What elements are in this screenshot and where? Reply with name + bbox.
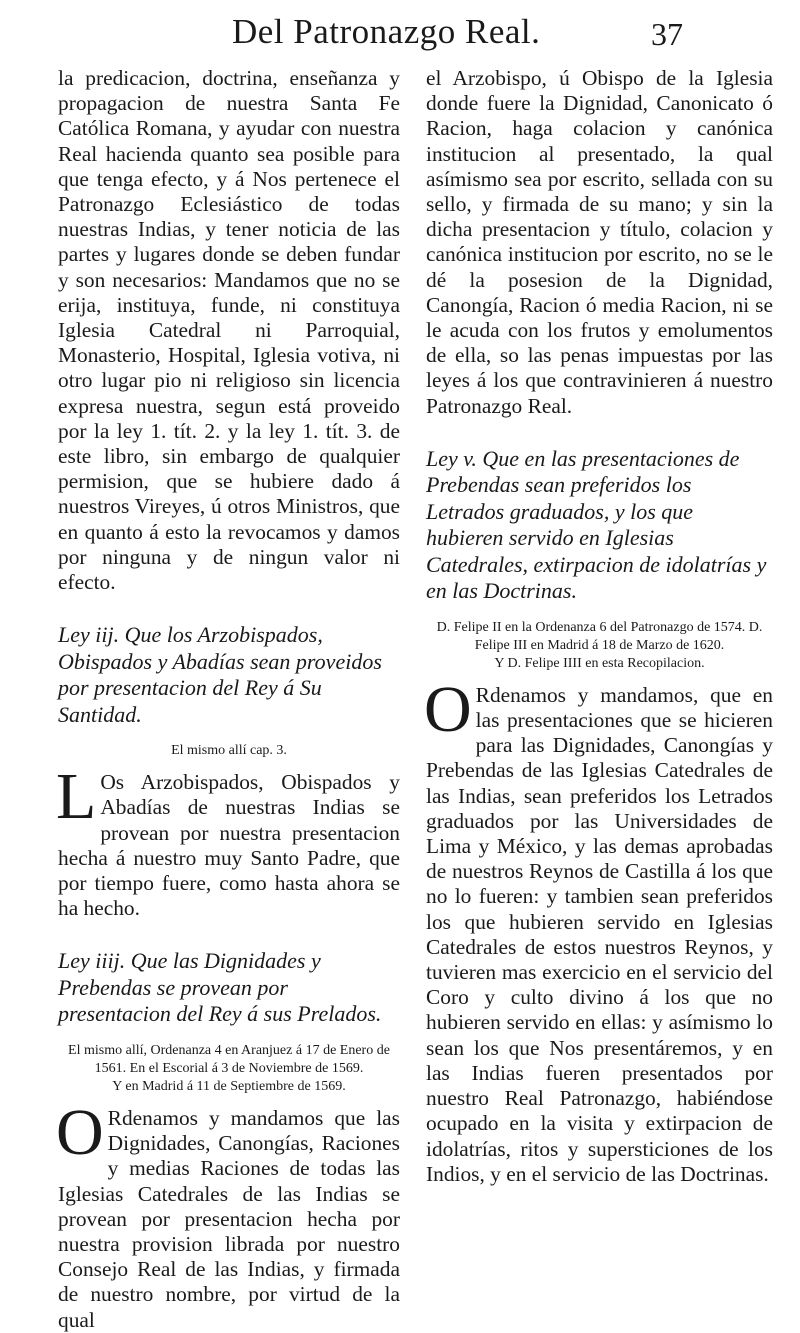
drop-cap: L	[56, 760, 97, 834]
left-column	[58, 66, 400, 1333]
drop-cap: O	[56, 1095, 104, 1169]
law-text-4	[56, 1095, 400, 1333]
page-header	[0, 12, 800, 56]
paragraph-continued: el Arzobispo, ú Obispo de la Iglesia donde fuere la Dignidad, Canonicato ó Racion, haga colacion y canónica institucion al presentado, la qual asímismo sea por escrito, sellada con su sello, y firmada de su mano; y sin la dicha presentacion y título, colacion y canónica institucion por escrito, no se le dé la posesion de la Dignidad, Canongía, Racion ó media Racion, ni se le acuda con los frutos y emolumentos de ella, so las penas impuestas por las leyes á los que contravinieren á nuestro Patronazgo Real.	[426, 66, 773, 418]
law-citation-5	[426, 619, 773, 673]
law-heading-3: Ley iij. Que los Arzobispados, Obispados y Abadías sean proveidos por presentacion del Rey á Su Santidad.	[58, 622, 382, 727]
page-number: 37	[651, 16, 683, 52]
citation-line: Y D. Felipe IIII en esta Recopilacion.	[494, 655, 705, 671]
drop-cap: O	[424, 672, 472, 746]
citation-line: Y en Madrid á 11 de Septiembre de 1569.	[112, 1078, 346, 1094]
running-title: Del Patronazgo Real.	[232, 12, 541, 51]
paragraph-continued: la predicacion, doctrina, enseñanza y propagacion de nuestra Santa Fe Católica Romana, y ayudar con nuestra Real hacienda quanto sea posible para que tenga efecto, y á Nos pertenece el Patronazgo Eclesiástico de todas nuestras Indias, y tener noticia de las partes y lugares donde se deben fundar y son necesarios: Mandamos que no se erija, instituya, funde, ni constituya Iglesia Catedral ni Parroquial, Monasterio, Hospital, Iglesia votiva, ni otro lugar pio ni religioso sin licencia expresa nuestra, segun está proveido por la ley 1. tít. 2. y la ley 1. tít. 3. de este libro, sin embargo de qualquier permision, que se hubiere dado á nuestros Vireyes, ú otros Ministros, que en quanto á esto la revocamos y damos por ninguna y de ningun valor ni efecto.	[58, 66, 400, 595]
citation-line: D. Felipe II en la Ordenanza 6 del Patronazgo de 1574. D. Felipe III en Madrid á 18 de Marzo de 1620.	[436, 619, 763, 653]
law-citation-4	[58, 1042, 400, 1096]
law-text-5	[424, 672, 773, 1187]
right-column	[426, 66, 773, 1187]
law-heading-5: Ley v. Que en las presentaciones de Prebendas sean preferidos los Letrados graduados, y los que hubieren servido en Iglesias Catedrales, extirpacion de idolatrías y en las Doctrinas.	[426, 445, 767, 604]
law-body: Rdenamos y mandamos, que en las presentaciones que se hicieren para las Dignidades, Canongías y Prebendas de las Iglesias Catedrales de las Indias, sean preferidos los Letrados graduados por las Universidades de Lima y México, y las demas aprobadas de nuestros Reynos de Castilla á los que no lo fueren: y tambien sean preferidos los que hubieren servido en Iglesias Catedrales de estos nuestros Reynos, y tuvieren mas exercicio en el servicio del Coro y culto divino á los que no hubieren servido en ellas: y asímismo lo sean los que Nos presentáremos, y en las Indias fueren presentados por nuestro Real Patronazgo, habiéndose ocupado en la visita y extirpacion de idolatrías, ritos y supersticiones de los Indios, y en el servicio de las Doctrinas.	[426, 682, 773, 1186]
law-text-3	[56, 760, 400, 921]
law-citation-3: El mismo allí cap. 3.	[171, 743, 287, 759]
citation-line: El mismo allí, Ordenanza 4 en Aranjuez á 17 de Enero de 1561. En el Escorial á 3 de Noviembre de 1569.	[68, 1042, 390, 1076]
law-body: Os Arzobispados, Obispados y Abadías de nuestras Indias se provean por nuestra presentacion hecha á nuestro muy Santo Padre, que por tiempo fuere, como hasta ahora se ha hecho.	[58, 770, 400, 921]
law-body: Rdenamos y mandamos que las Dignidades, Canongías, Raciones y medias Raciones de todas las Iglesias Catedrales de las Indias se provean por presentacion hecha por nuestra provision librada por nuestro Consejo Real de las Indias, y firmada de nuestro nombre, por virtud de la qual	[58, 1105, 400, 1332]
law-heading-4: Ley iiij. Que las Dignidades y Prebendas se provean por presentacion del Rey á sus Prelados.	[58, 948, 382, 1027]
